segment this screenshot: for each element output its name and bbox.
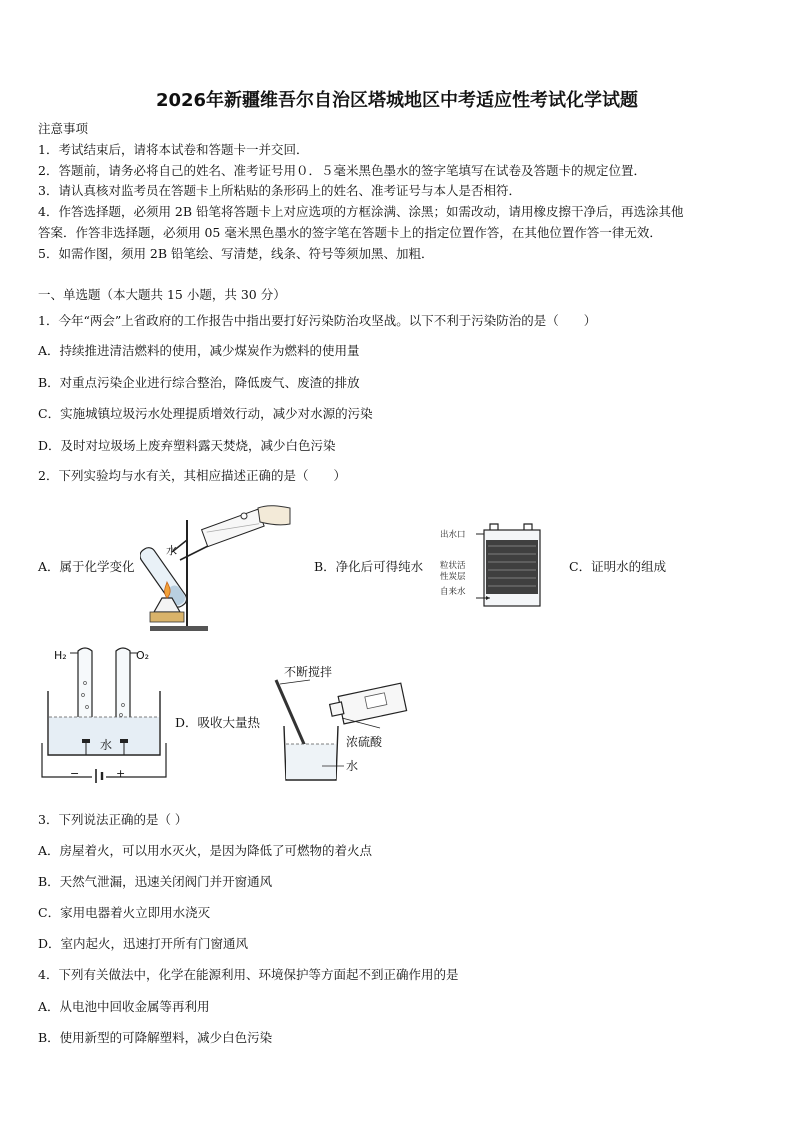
question-4-option-b: B．使用新型的可降解塑料，减少白色污染: [38, 1030, 273, 1045]
stir-label: 不断搅拌: [284, 665, 333, 679]
carbon-label-2: 性炭层: [440, 572, 466, 582]
notice-item: 5．如需作图，须用 2B 铅笔绘、写清楚，线条、符号等须加黑、加粗．: [38, 246, 434, 261]
question-3-option-a: A．房屋着火，可以用水灭火，是因为降低了可燃物的着火点: [38, 843, 373, 858]
water-label: 水: [346, 759, 359, 773]
notice-item: 4．作答选择题，必须用 2B 铅笔将答题卡上对应选项的方框涂满、涂黑；如需改动，请用橡皮擦干净后，再选涂其他: [38, 204, 684, 219]
section-heading: 一、单选题（本大题共 15 小题，共 30 分）: [38, 287, 286, 302]
question-1-option-c: C．实施城镇垃圾污水处理提质增效行动，减少对水源的污染: [38, 406, 373, 421]
page-title: 2026年新疆维吾尔自治区塔城地区中考适应性考试化学试题: [155, 90, 639, 111]
dilution-figure: [270, 662, 410, 784]
question-2-option-c: C．证明水的组成: [569, 559, 667, 574]
question-2-option-b: B．净化后可得纯水: [314, 559, 424, 574]
minus-label: −: [70, 767, 80, 780]
purifier-figure: [440, 522, 550, 610]
h2-label: H₂: [54, 649, 67, 662]
water-label: 水: [100, 738, 113, 752]
carbon-label-1: 粒状活: [440, 561, 466, 571]
notice-heading: 注意事项: [38, 121, 89, 136]
question-3-option-d: D．室内起火，迅速打开所有门窗通风: [38, 936, 249, 951]
o2-label: O₂: [136, 649, 150, 662]
notice-item: 1．考试结束后，请将本试卷和答题卡一并交回．: [38, 142, 309, 157]
question-4-stem: 4．下列有关做法中，化学在能源利用、环境保护等方面起不到正确作用的是: [38, 967, 459, 982]
electrolysis-figure: [40, 643, 170, 783]
question-1-option-a: A．持续推进清洁燃料的使用，减少煤炭作为燃料的使用量: [38, 343, 360, 358]
question-3-option-b: B．天然气泄漏，迅速关闭阀门并开窗通风: [38, 874, 273, 889]
question-1-option-b: B．对重点污染企业进行综合整治，降低废气、废渣的排放: [38, 375, 360, 390]
svg-text:水: 水: [166, 544, 177, 557]
acid-label: 浓硫酸: [346, 735, 383, 749]
notice-item: 3．请认真核对监考员在答题卡上所粘贴的条形码上的姓名、准考证号与本人是否相符．: [38, 183, 521, 198]
question-3-stem: 3．下列说法正确的是（ ）: [38, 812, 188, 827]
question-2-stem: 2．下列实验均与水有关，其相应描述正确的是（ ）: [38, 468, 346, 483]
question-1-option-d: D．及时对垃圾场上废弃塑料露天焚烧，减少白色污染: [38, 438, 336, 453]
inlet-label: 自来水: [440, 587, 466, 597]
plus-label: +: [116, 767, 126, 780]
question-4-option-a: A．从电池中回收金属等再利用: [38, 999, 210, 1014]
outlet-label: 出水口: [440, 530, 466, 540]
notice-item: 2．答题前，请务必将自己的姓名、准考证号用０．５毫米黑色墨水的签字笔填写在试卷及答题卡的规定位置．: [38, 163, 646, 178]
question-1-stem: 1．今年“两会”上省政府的工作报告中指出要打好污染防治攻坚战。以下不利于污染防治的是（ ）: [38, 313, 597, 328]
notice-item: 答案．作答非选择题，必须用 05 毫米黑色墨水的签字笔在答题卡上的指定位置作答，在其他位置作答一律无效．: [38, 225, 662, 240]
question-2-option-d: D．吸收大量热: [175, 715, 261, 730]
distillation-figure: [140, 500, 300, 636]
question-2-option-a: A．属于化学变化: [38, 559, 135, 574]
question-3-option-c: C．家用电器着火立即用水浇灭: [38, 905, 211, 920]
